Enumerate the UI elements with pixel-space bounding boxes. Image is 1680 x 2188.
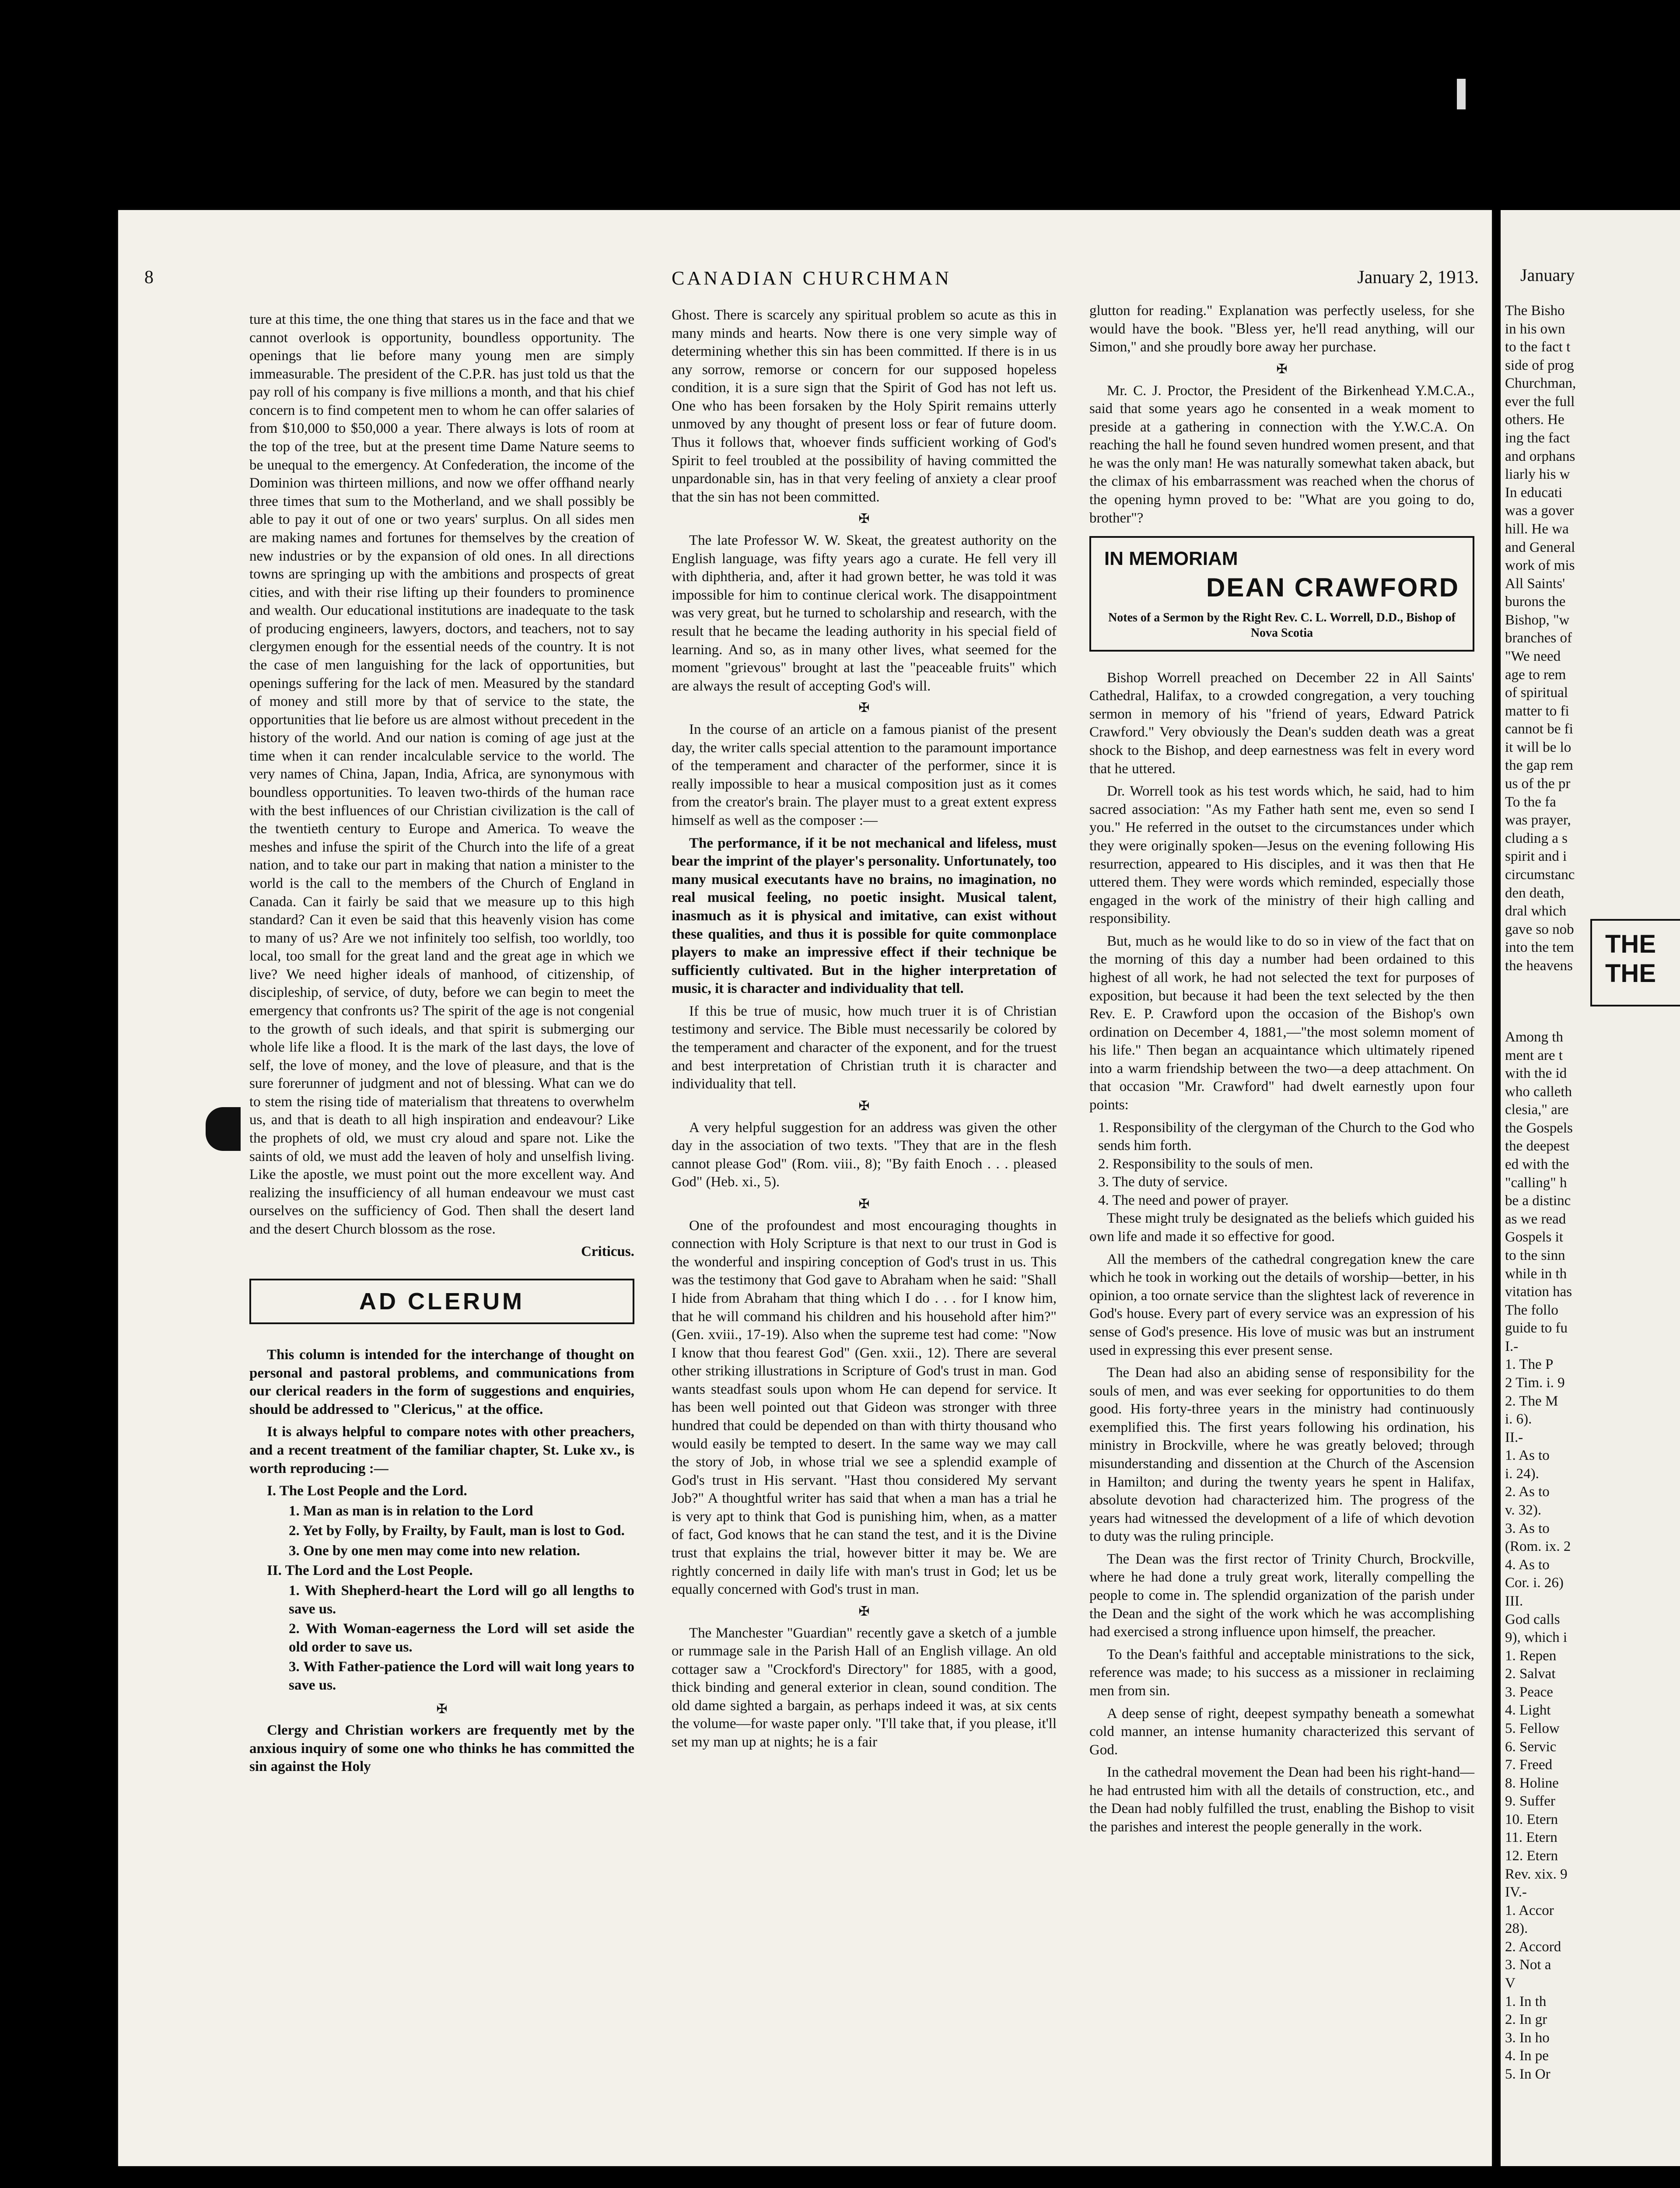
fragment-line: 4. As to — [1505, 1557, 1550, 1573]
sermon-outline — [267, 1482, 634, 1694]
fragment-line: to the fact t — [1505, 339, 1571, 355]
article-paragraph: Dr. Worrell took as his test words which, he said, had to him sacred association: "As my Father hath sent me, even so send I you." He referred in the outset to the circumstances under which they were originally spoken—Jesus on the evening following His resurrection, appeared to His disciples, and it was then that He uttered them. They were words which reminded, especially those engaged in the work of the ministry of their high calling and responsibility. — [1089, 783, 1474, 927]
fragment-line: while in th — [1505, 1266, 1567, 1282]
fragment-line: 3. Peace — [1505, 1684, 1553, 1700]
fragment-line: 11. Etern — [1505, 1830, 1558, 1846]
fragment-line: the deepest — [1505, 1138, 1570, 1154]
fragment-line: In educati — [1505, 484, 1563, 501]
fragment-line: 1. Accor — [1505, 1902, 1554, 1918]
fragment-line: All Saints' — [1505, 575, 1565, 592]
fragment-line: as we read — [1505, 1211, 1566, 1227]
page-number: 8 — [144, 267, 154, 288]
article-paragraph: The Dean was the first rector of Trinity Church, Brockville, where he had done a truly great work, literally compelling the people to come in. The splendid organization of the parish under the Dean and the sight of the work which he was accomplishing had exercised a strong influence upon himself, the preacher. — [1089, 1551, 1474, 1640]
fragment-line: and General — [1505, 539, 1575, 555]
article-paragraph: To the Dean's faithful and acceptable ministrations to the sick, reference was made; to his success as a missioner in reclaiming men from sin. — [1089, 1646, 1474, 1699]
fragment-line: 2. Salvat — [1505, 1666, 1556, 1682]
fragment-line: ever the full — [1505, 393, 1575, 410]
article-paragraph: glutton for reading." Explanation was perfectly useless, for she would have the book. "Bless yer, he'll read anything, will our Simon," and she proudly bore away her purchase. — [1089, 303, 1474, 355]
fragment-line: branches of — [1505, 630, 1572, 646]
adjacent-page-date: January — [1520, 265, 1575, 285]
page-header — [144, 267, 1479, 298]
fragment-line: God calls — [1505, 1611, 1560, 1627]
memoriam-title: DEAN CRAWFORD — [1206, 572, 1460, 602]
fragment-line: was a gover — [1505, 503, 1574, 519]
outline-item: 3. With Father-patience the Lord will wait long years to save us. — [289, 1659, 634, 1693]
fragment-line: matter to fi — [1505, 703, 1569, 719]
fragment-line: guide to fu — [1505, 1320, 1568, 1336]
fragment-line: 1. Repen — [1505, 1648, 1557, 1664]
fragment-line: 7. Freed — [1505, 1757, 1553, 1773]
section-ornament: ✠ — [1276, 361, 1288, 376]
article-paragraph: In the course of an article on a famous pianist of the present day, the writer calls special attention to the paramount importance of the temperament and character of the performer, since it is really impossible to hear a musical composition just as it comes from the creator's brain. The player must to a great extent express himself as well as the composer :— — [672, 722, 1057, 829]
fragment-line: ing the fact — [1505, 430, 1570, 446]
in-memoriam-heading — [1089, 536, 1474, 652]
fragment-line: IV.- — [1505, 1884, 1527, 1900]
fragment-line: clesia," are — [1505, 1102, 1569, 1118]
fragment-line: 2. As to — [1505, 1484, 1550, 1500]
fragment-line: age to rem — [1505, 666, 1566, 683]
fragment-line: 6. Servic — [1505, 1739, 1557, 1755]
fragment-line: 3. Not a — [1505, 1957, 1551, 1973]
fragment-line: 1. The P — [1505, 1357, 1554, 1373]
fragment-line: Bishop, "w — [1505, 612, 1570, 628]
fragment-line: burons the — [1505, 594, 1566, 610]
outline-item: 2. Yet by Folly, by Frailty, by Fault, man is lost to God. — [289, 1523, 625, 1539]
fragment-line: "calling" h — [1505, 1175, 1567, 1191]
list-item: 1. Responsibility of the clergyman of the Church to the God who sends him forth. — [1098, 1119, 1474, 1154]
fragment-line: V — [1505, 1975, 1516, 1992]
fragment-line: The Bisho — [1505, 303, 1565, 319]
fragment-line: side of prog — [1505, 357, 1574, 373]
fragment-line: 28). — [1505, 1921, 1528, 1937]
fragment-line: cannot be fi — [1505, 721, 1573, 737]
fragment-line: Among th — [1505, 1029, 1563, 1045]
fragment-line: 5. Fellow — [1505, 1720, 1560, 1736]
fragment-line: 3. In ho — [1505, 2030, 1550, 2046]
article-paragraph: Clergy and Christian workers are frequently met by the anxious inquiry of some one who thinks he has committed the sin against the Holy — [249, 1722, 634, 1775]
outline-item: 1. Man as man is in relation to the Lord — [289, 1503, 533, 1519]
fragment-line: cluding a s — [1505, 830, 1568, 846]
section-ornament: ✠ — [436, 1701, 448, 1716]
article-paragraph: All the members of the cathedral congregation knew the care which he took in working out the details of worship—better, in his opinion, a too ornate service than the slightest lack of reverence in God's house. Every part of every service was an expression of his sense of God's presence. His love of music was but an instrument used in expressing this ever present sense. — [1089, 1251, 1474, 1358]
fragment-line: in his own — [1505, 321, 1565, 337]
fragment-line: The follo — [1505, 1302, 1558, 1318]
fragment-line: 1. In th — [1505, 1993, 1547, 2009]
adjacent-column-bottom — [1505, 1028, 1573, 2084]
signature: Criticus. — [581, 1244, 634, 1260]
fragment-line: 2. Accord — [1505, 1939, 1561, 1955]
fragment-line: 4. In pe — [1505, 2048, 1549, 2064]
fragment-line: 2. The M — [1505, 1393, 1558, 1409]
outline-heading: I. The Lost People and the Lord. — [267, 1483, 467, 1499]
fragment-line: circumstanc — [1505, 866, 1575, 883]
fragment-line: Cor. i. 26) — [1505, 1575, 1564, 1591]
fragment-line: of spiritual — [1505, 685, 1568, 701]
fragment-line: 2. In gr — [1505, 2012, 1547, 2028]
article-paragraph: A deep sense of right, deepest sympathy beneath a somewhat cold manner, an intense humanity characterized this servant of God. — [1089, 1705, 1474, 1758]
fragment-line: work of mis — [1505, 558, 1575, 574]
fragment-line: the heavens — [1505, 957, 1573, 974]
fragment-line: others. He — [1505, 412, 1564, 428]
fragment-line: and orphans — [1505, 448, 1575, 464]
ad-clerum-paragraph: It is always helpful to compare notes with other preachers, and a recent treatment of the familiar chapter, St. Luke xv., is worth reproducing :— — [249, 1424, 634, 1476]
fragment-line: with the id — [1505, 1066, 1567, 1082]
ad-clerum-heading: AD CLERUM — [249, 1279, 634, 1324]
fragment-line: us of the pr — [1505, 776, 1571, 792]
fragment-line: liarly his w — [1505, 466, 1570, 483]
fragment-line: III. — [1505, 1593, 1523, 1609]
fragment-line: was prayer, — [1505, 812, 1571, 828]
fragment-line: "We need — [1505, 648, 1561, 664]
quotation-paragraph: The performance, if it be not mechanical and lifeless, must bear the imprint of the player's personality. Unfortunately, too many musical executants have no brains, no imagination, no real musical feeling, no poetic insight. Musical talent, inasmuch as it is physical and imitative, can exist without these qualities, and thus it is possible for quite commonplace players to make an impressive effect if their technique be sufficiently cultivated. But in the higher interpretation of music, it is character and individuality that tell. — [672, 835, 1057, 997]
fragment-line: i. 24). — [1505, 1466, 1539, 1482]
fragment-line: it will be lo — [1505, 739, 1572, 755]
fragment-line: 12. Etern — [1505, 1848, 1558, 1864]
fragment-line: ed with the — [1505, 1157, 1569, 1173]
outline-item: 1. With Shepherd-heart the Lord will go all lengths to save us. — [289, 1583, 634, 1617]
section-ornament: ✠ — [858, 701, 870, 715]
fragment-line: 10. Etern — [1505, 1811, 1558, 1827]
fragment-line: v. 32). — [1505, 1502, 1542, 1518]
memoriam-subtitle: Notes of a Sermon by the Right Rev. C. L. Worrell, D.D., Bishop of Nova Scotia — [1108, 611, 1456, 640]
column-1 — [249, 311, 634, 1781]
fragment-line: who calleth — [1505, 1083, 1572, 1100]
article-paragraph: The late Professor W. W. Skeat, the greatest authority on the English language, was fifty years ago a curate. He fell very ill with diphtheria, and, after it had grown better, he was told it was impossible for him to continue clerical work. The disappointment was very great, but he turned to scholarship and research, with the result that he became the leading authority in his special field of learning. And so, as in many other lives, what seemed for the moment "grievous" brought at last the "peaceable fruits" which are always the result of accepting God's will. — [672, 533, 1057, 694]
outline-item: 2. With Woman-eagerness the Lord will set aside the old order to save us. — [289, 1621, 634, 1655]
adjacent-heading-line: THE — [1605, 930, 1656, 958]
memoriam-label: IN MEMORIAM — [1104, 548, 1238, 570]
section-ornament: ✠ — [858, 1604, 870, 1619]
fragment-line: dral which — [1505, 903, 1567, 919]
fragment-line: 2 Tim. i. 9 — [1505, 1375, 1565, 1391]
outline-heading: II. The Lord and the Lost People. — [267, 1563, 473, 1579]
fragment-line: To the fa — [1505, 794, 1556, 810]
points-list — [1098, 1119, 1474, 1210]
ad-clerum-intro: This column is intended for the interchange of thought on personal and pastoral problems, and communications from our clerical readers in the form of suggestions and enquiries, should be addressed to "Clericus," at the office. — [249, 1347, 634, 1417]
fragment-line: II.- — [1505, 1429, 1523, 1445]
fragment-line: 9. Suffer — [1505, 1793, 1555, 1809]
fragment-line: into the tem — [1505, 940, 1574, 956]
list-item: 3. The duty of service. — [1098, 1174, 1228, 1190]
article-paragraph: Mr. C. J. Proctor, the President of the Birkenhead Y.M.C.A., said that some years ago he consented in a weak moment to preside at a gathering in connection with the Y.W.C.A. On reaching the hall he found seven hundred women present, and that he was the only man! He was naturally somewhat taken aback, but the climax of his embarrassment was reached when the chorus of the opening hymn proved to be: "What are you going to do, brother"? — [1089, 382, 1474, 526]
fragment-line: 3. As to — [1505, 1520, 1550, 1536]
fragment-line: 1. As to — [1505, 1448, 1550, 1464]
fragment-line: hill. He wa — [1505, 521, 1569, 537]
list-item: 2. Responsibility to the souls of men. — [1098, 1156, 1313, 1172]
column-3 — [1089, 302, 1474, 1841]
article-paragraph: Bishop Worrell preached on December 22 in All Saints' Cathedral, Halifax, to a crowded congregation, a very touching sermon in memory of his "friend of years, Edward Patrick Crawford." Very obviously the Dean's sudden death was a great shock to the Bishop, and deep earnestness was felt in every word that he uttered. — [1089, 670, 1474, 777]
section-ornament: ✠ — [858, 512, 870, 526]
issue-date: January 2, 1913. — [1357, 267, 1479, 288]
fragment-line: ment are t — [1505, 1047, 1563, 1063]
section-ornament: ✠ — [858, 1196, 870, 1211]
article-paragraph: In the cathedral movement the Dean had been his right-hand—he had entrusted him with all the details of construction, etc., and the Dean had nobly fulfilled the trust, enabling the Bishop to visit the parishes and interest the people generally in the work. — [1089, 1764, 1474, 1835]
fragment-line: Churchman, — [1505, 375, 1576, 392]
fragment-line: 5. In Or — [1505, 2066, 1550, 2082]
fragment-line: vitation has — [1505, 1284, 1572, 1300]
article-paragraph: These might truly be designated as the beliefs which guided his own life and made it so effective for good. — [1089, 1210, 1474, 1245]
article-paragraph: The Manchester "Guardian" recently gave a sketch of a jumble or rummage sale in the Parish Hall of an English village. An old cottager saw a "Crockford's Directory" for 1885, with a good, thick binding and general exterior in clean, sound condition. The old dame sighted a bargain, as perhaps indeed it was, at six cents the volume—for waste paper only. "I'll take that, if you please, it'll set my man up at nights; he is a fair — [672, 1625, 1057, 1750]
page-clip-shadow — [206, 1107, 241, 1151]
column-2 — [672, 306, 1057, 1756]
fragment-line: Rev. xix. 9 — [1505, 1866, 1568, 1882]
article-paragraph: One of the profoundest and most encouraging thoughts in connection with Holy Scripture is that next to our trust in God is the wonderful and inspiring conception of God's trust in us. This was the testimony that God gave to Abraham when he said: "Shall I hide from Abraham that thing which I do . . . for I know him, that he will command his children and his household after him?" (Gen. xviii., 17-19). Also when the supreme test had come: "Now I know that thou fearest God" (Gen. xxii., 12). There are several other striking illustrations in Scripture of God's trust in man. God wants steadfast souls upon whom He can depend for service. It has been well pointed out that Gideon was stronger with three hundred that could be depended on than with thirty thousand who would easily be tempted to desert. In the same way we may call the story of Job, in whose trial we see a splendid example of God's trust in His servant. "Hast thou considered My servant Job?" A thoughtful writer has said that when a man has a trial he is very apt to think that God is punishing him, when, as a matter of fact, God knows that he can stand the test, and it is the Divine trust that explains the trial, however bitter it may be. We are rightly concerned in daily life with man's trust in God; let us be equally concerned with God's trust in man. — [672, 1217, 1057, 1598]
fragment-line: den death, — [1505, 885, 1564, 901]
outline-item: 3. One by one men may come into new relation. — [289, 1543, 580, 1559]
fragment-line: spirit and i — [1505, 849, 1567, 865]
article-paragraph: Ghost. There is scarcely any spiritual problem so acute as this in many minds and hearts. Now there is one very simple way of determining whether this sin has been committed. If there is in us any sorrow, remorse or concern for our supposed hopeless condition, it is a sure sign that the Spirit of God has not left us. One who has been forsaken by the Holy Spirit remains utterly unmoved by any thought of present loss or fear of future doom. Thus it follows that, whoever finds sufficient working of God's Spirit to feel troubled at the possibility of having committed the unpardonable sin, has in that very feeling of anxiety a clear proof that the sin has not been committed. — [672, 307, 1057, 505]
fragment-line: (Rom. ix. 2 — [1505, 1539, 1571, 1555]
adjacent-column-top — [1505, 302, 1576, 975]
article-paragraph: But, much as he would like to do so in view of the fact that on the morning of this day a number had been ordained to this highest of all work, he had not selected the text for purposes of exposition, but because it had been the text selected by the then Rev. E. P. Crawford upon the occasion of the Bishop's own ordination on December 4, 1881,—"the most solemn moment of his life." Then began an acquaintance which ultimately ripened into a warm friendship between the two—a deep attachment. On that occasion "Mr. Crawford" had dwelt earnestly upon four points: — [1089, 933, 1474, 1113]
fragment-line: the Gospels — [1505, 1120, 1573, 1136]
fragment-line: the gap rem — [1505, 757, 1573, 774]
fragment-line: gave so nob — [1505, 921, 1574, 937]
adjacent-heading-line: THE — [1605, 959, 1656, 988]
fragment-line: 4. Light — [1505, 1702, 1551, 1718]
fragment-line: to the sinn — [1505, 1247, 1565, 1263]
article-paragraph: ture at this time, the one thing that stares us in the face and that we cannot overlook is opportunity, boundless opportunity. The openings that lie before many young men are simply immeasurable. The president of the C.P.R. has just told us that the pay roll of his company is five millions a month, and that his chief concern is to find competent men to whom he can offer salaries of from $10,000 to $50,000 a year. There always is lots of room at the top of the tree, but at the present time Dame Nature seems to be unequal to the emergency. At Confederation, the income of the Dominion was thirteen millions, and now we offer offhand nearly three times that sum to the Motherland, and we shall possibly be able to pay it out of one or two years' surplus. On all sides men are making names and fortunes for themselves by the creation of new industries or by the expansion of old ones. In all directions towns are springing up with the ambitions and prospects of great cities, and with their rise lifting up their founders to prominence and wealth. Our educational institutions are inadequate to the task of producing engineers, lawyers, doctors, and teachers, not to say clergymen enough for the essential needs of the country. It is not the case of men languishing for the lack of opportunities, but openings suffering for the lack of men. Measured by the standard of money and still more by that of service to the state, the opportunities that lie before us are almost without precedent in the history of the world. And our nation is coming of age just at the time when it can render incalculable service to the world. The very names of China, Japan, India, Africa, are synonymous with boundless opportunities. To leaven two-thirds of the human race with the best influences of our Christian civilization is the call of the twentieth century to Europe and America. To weave the meshes and infuse the spirit of the Church into the life of a great nation, and to take our part in making that nation a minister to the world is the call to the members of the Church of England in Canada. Can it fairly be said that we measure up to this high standard? Can it even be said that this heavenly vision has come to many of us? Are we not infinitely too selfish, too worldly, too local, too small for the great land and the great age in which we live? We need higher ideals of manhood, of citizenship, of discipleship, of service, of duty, before we can begin to meet the emergency that confronts us? The spirit of the age is not congenial to the growth of such ideals, and that spirit is submerging our whole life like a flood. It is the mark of the last days, the love of self, the love of money, and the love of pleasure, and that is the sure forerunner of judgment and not of blessing. What can we do to stem the rising tide of materialism that threatens to overwhelm us, and that is death to all high inspiration and endeavour? Like the prophets of old, we must cry aloud and spare not. Like the saints of old, we must add the leaven of holy and unselfish living. Like the apostle, we must point out the more excellent way. And realizing the insufficiency of all human endeavour we must cast ourselves on the sufficiency of God. Then shall the desert land and the desert Church blossom as the rose. — [249, 312, 634, 1237]
article-paragraph: The Dean had also an abiding sense of responsibility for the souls of men, and was ever seeking for opportunities to do them good. His forty-three years in the ministry had continuously exemplified this. The first years following his ordination, his ministry in Brockville, where he was greatly beloved; through misunderstanding and dissention at the Church of the Ascension in Hamilton; and during the twenty years he spent in Halifax, absolute devotion had characterized him. The progress of the years had witnessed the development of a life of which devotion to duty was the ruling principle. — [1089, 1365, 1474, 1545]
fragment-line: 8. Holine — [1505, 1775, 1559, 1791]
fragment-line: be a distinc — [1505, 1193, 1571, 1209]
list-item: 4. The need and power of prayer. — [1098, 1192, 1289, 1208]
page-tab-mark — [1457, 79, 1466, 109]
section-ornament: ✠ — [858, 1098, 870, 1113]
publication-title: CANADIAN CHURCHMAN — [672, 267, 952, 289]
fragment-line: Gospels it — [1505, 1229, 1563, 1245]
adjacent-heading-box — [1590, 919, 1680, 1006]
article-paragraph: A very helpful suggestion for an address was given the other day in the association of two texts. "They that are in the flesh cannot please God" (Rom. viii., 8); "By faith Enoch . . . pleased God" (Heb. xi., 5). — [672, 1119, 1057, 1190]
article-paragraph: If this be true of music, how much truer it is of Christian testimony and service. The Bible must necessarily be colored by the temperament and character of the exponent, and for the truest and best interpretation of Christian truth it is character and individuality that tell. — [672, 1003, 1057, 1092]
fragment-line: 9), which i — [1505, 1630, 1568, 1646]
fragment-line: I.- — [1505, 1338, 1519, 1354]
fragment-line: i. 6). — [1505, 1411, 1532, 1427]
